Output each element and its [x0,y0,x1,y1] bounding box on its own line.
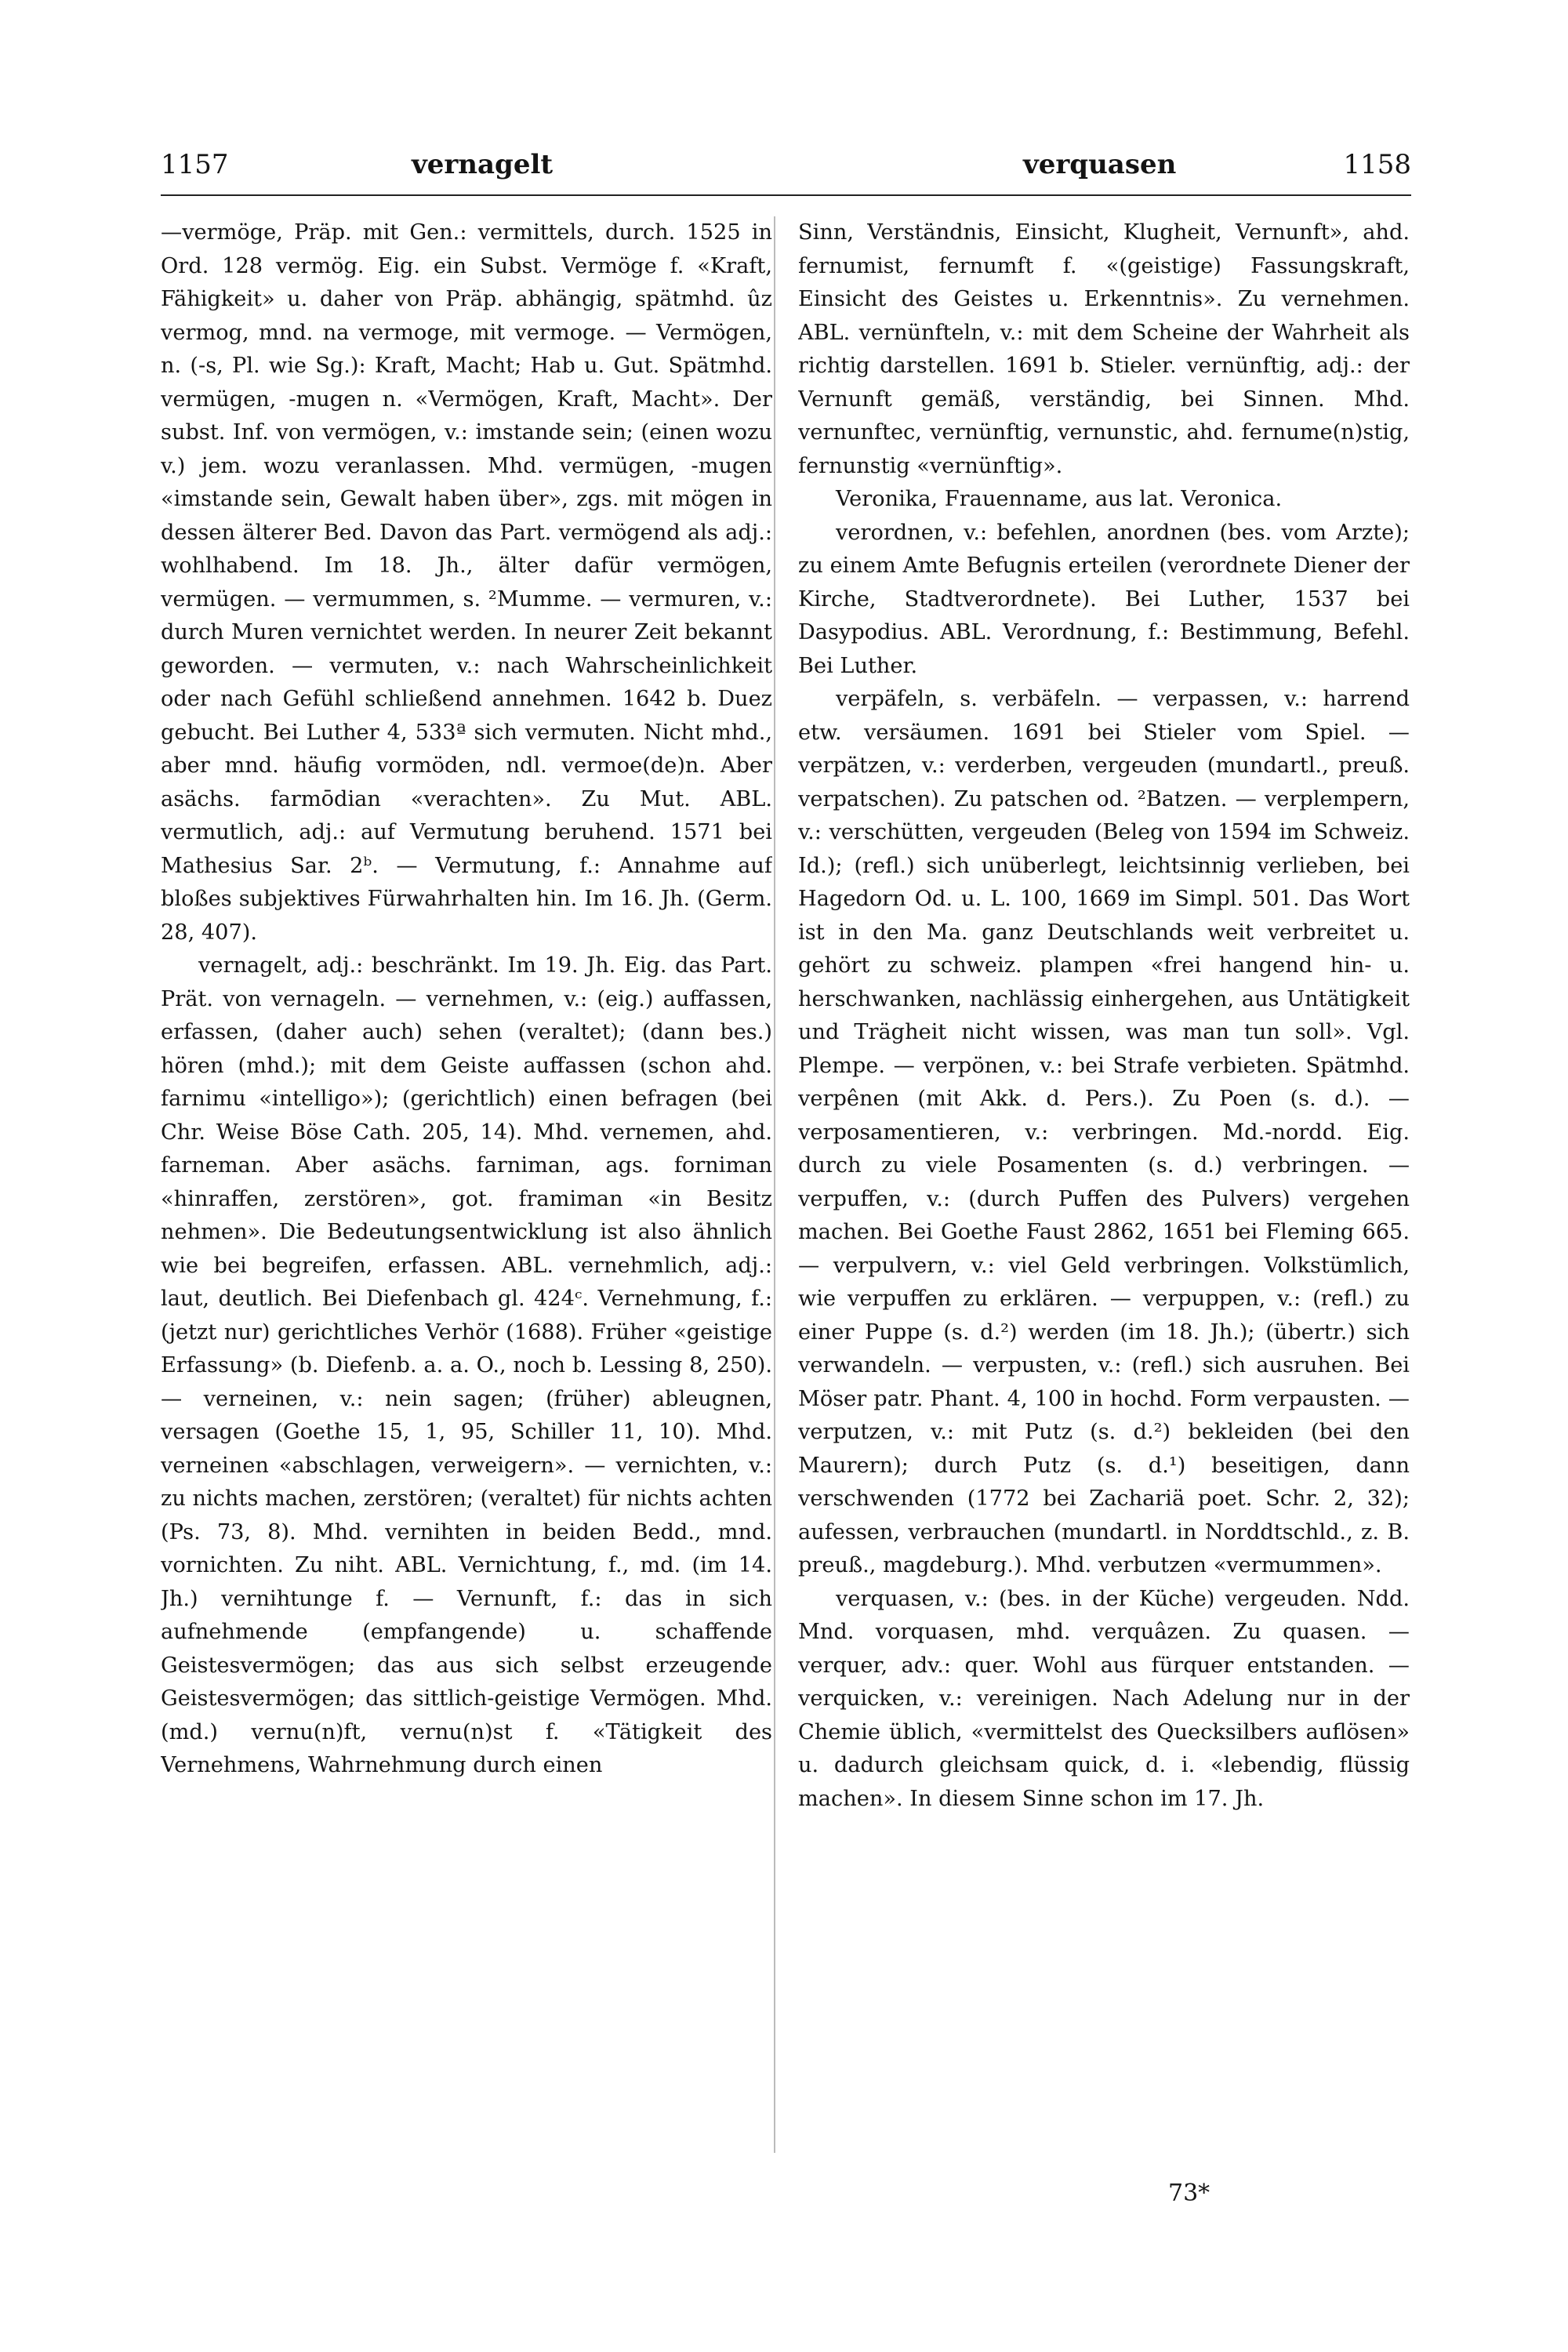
left-page-number: 1157 [161,149,229,180]
left-column [161,216,772,2153]
right-page-number: 1158 [1343,149,1411,180]
entry-vernagelt: vernagelt, adj.: beschränkt. Im 19. Jh. Eig. das Part. Prät. von vernageln. — vernehmen, v.: (eig.) auffassen, erfassen, (daher auch) sehen (veraltet); (dann bes.) hören (mhd.); mit dem Geiste auffassen (schon ahd. farnimu «intelligo»); (gerichtlich) einen befragen (bei Chr. Weise Böse Cath. 205, 14). Mhd. vernemen, ahd. farneman. Aber asächs. farniman, ags. forniman «hinraffen, zerstören», got. framiman «in Besitz nehmen». Die Bedeutungsentwicklung ist also ähnlich wie bei begreifen, erfassen. ABL. vernehmlich, adj.: laut, deutlich. Bei Diefenbach gl. 424ᶜ. Vernehmung, f.: (jetzt nur) gerichtliches Verhör (1688). Früher «geistige Erfassung» (b. Diefenb. a. a. O., noch b. Lessing 8, 250). — verneinen, v.: nein sagen; (früher) ableugnen, versagen (Goethe 15, 1, 95, Schiller 11, 10). Mhd. verneinen «abschlagen, verweigern». — vernichten, v.: zu nichts machen, zerstören; (veraltet) für nichts achten (Ps. 73, 8). Mhd. vernihten in beiden Bedd., mnd. vornichten. Zu niht. ABL. Vernichtung, f., md. (im 14. Jh.) vernihtunge f. — Vernunft, f.: das in sich aufnehmende (empfangende) u. schaffende Geistesvermögen; das aus sich selbst erzeugende Geistesvermögen; das sittlich-geistige Vermögen. Mhd. (md.) vernu(n)ft, vernu(n)st f. «Tätigkeit des Vernehmens, Wahrnehmung durch einen [161,953,772,1777]
running-header [161,149,1411,198]
header-rule [161,194,1411,196]
right-guide-word: verquasen [1023,149,1177,180]
column-divider [774,216,775,2153]
entry-verquasen: verquasen, v.: (bes. in der Küche) vergeuden. Ndd. Mnd. vorquasen, mhd. verquâzen. Zu quasen. — verquer, adv.: quer. Wohl aus fürquer entstanden. — verquicken, v.: vereinigen. Nach Adelung nur in der Chemie üblich, «vermittelst des Quecksilbers auflösen» u. dadurch gleichsam quick, d. i. «lebendig, flüssig machen». In diesem Sinne schon im 17. Jh. [798,1586,1410,1811]
left-guide-word: vernagelt [412,149,554,180]
entry-vermoege: —vermöge, Präp. mit Gen.: vermittels, durch. 1525 in Ord. 128 vermög. Eig. ein Subst. Vermöge f. «Kraft, Fähigkeit» u. daher von Präp. abhängig, spätmhd. ûz vermog, mnd. na vermoge, mit vermoge. — Vermögen, n. (-s, Pl. wie Sg.): Kraft, Macht; Hab u. Gut. Spätmhd. vermügen, -mugen n. «Vermögen, Kraft, Macht». Der subst. Inf. von vermögen, v.: imstande sein; (einen wozu v.) jem. wozu veranlassen. Mhd. vermügen, -mugen «imstande sein, Gewalt haben über», zgs. mit mögen in dessen älterer Bed. Davon das Part. vermögend als adj.: wohlhabend. Im 18. Jh., älter dafür vermögen, vermügen. — vermummen, s. ²Mumme. — vermuren, v.: durch Muren vernichtet werden. In neurer Zeit bekannt geworden. — vermuten, v.: nach Wahrscheinlichkeit oder nach Gefühl schließend annehmen. 1642 b. Duez gebucht. Bei Luther 4, 533ª sich vermuten. Nicht mhd., aber mnd. häufig vormöden, ndl. vermoe(de)n. Aber asächs. farmōdian «verachten». Zu Mut. ABL. vermutlich, adj.: auf Vermutung beruhend. 1571 bei Mathesius Sar. 2ᵇ. — Vermutung, f.: Annahme auf bloßes subjektives Fürwahrhalten hin. Im 16. Jh. (Germ. 28, 407). [161,220,772,945]
entry-veronika: Veronika, Frauenname, aus lat. Veronica. [836,487,1283,511]
entry-verpaefeln: verpäfeln, s. verbäfeln. — verpassen, v.: harrend etw. versäumen. 1691 bei Stieler vom Spiel. — verpätzen, v.: verderben, vergeuden (mundartl., preuß. verpatschen). Zu patschen od. ²Batzen. — verplempern, v.: verschütten, vergeuden (Beleg von 1594 im Schweiz. Id.); (refl.) sich unüberlegt, leichtsinnig verlieben, bei Hagedorn Od. u. L. 100, 1669 im Simpl. 501. Das Wort ist in den Ma. ganz Deutschlands weit verbreitet u. gehört zu schweiz. plampen «frei hangend hin- u. herschwanken, nachlässig einhergehen, aus Untätigkeit und Trägheit nicht wissen, was man tun soll». Vgl. Plempe. — verpönen, v.: bei Strafe verbieten. Spätmhd. verpênen (mit Akk. d. Pers.). Zu Poen (s. d.). — verposamentieren, v.: verbringen. Md.-nordd. Eig. durch zu viele Posamenten (s. d.) verbringen. — verpuffen, v.: (durch Puffen des Pulvers) vergehen machen. Bei Goethe Faust 2862, 1651 bei Fleming 665. — verpulvern, v.: viel Geld verbringen. Volkstümlich, wie verpuffen zu erklären. — verpuppen, v.: (refl.) zu einer Puppe (s. d.²) werden (im 18. Jh.); (übertr.) sich verwandeln. — verpusten, v.: (refl.) sich ausruhen. Bei Möser patr. Phant. 4, 100 in hochd. Form verpausten. — verputzen, v.: mit Putz (s. d.²) bekleiden (bei den Maurern); durch Putz (s. d.¹) beseitigen, dann verschwenden (1772 bei Zachariä poet. Schr. 2, 32); aufessen, verbrauchen (mundartl. in Norddtschld., z. B. preuß., magdeburg.). Mhd. verbutzen «vermummen». [798,687,1410,1577]
signature-mark: 73* [1168,2180,1210,2207]
entry-vernunft-cont: Sinn, Verständnis, Einsicht, Klugheit, Vernunft», ahd. fernumist, fernumft f. «(geistige) Fassungskraft, Einsicht des Geistes u. Erkenntnis». Zu vernehmen. ABL. vernünfteln, v.: mit dem Scheine der Wahrheit als richtig darstellen. 1691 b. Stieler. vernünftig, adj.: der Vernunft gemäß, verständig, bei Sinnen. Mhd. vernunftec, vernünftig, vernunstic, ahd. fernume(n)stig, fernunstig «vernünftig». [798,220,1410,478]
right-column [798,216,1410,2153]
entry-verordnen: verordnen, v.: befehlen, anordnen (bes. vom Arzte); zu einem Amte Befugnis erteilen (verordnete Diener der Kirche, Stadtverordnete). Bei Luther, 1537 bei Dasypodius. ABL. Verordnung, f.: Bestimmung, Befehl. Bei Luther. [798,520,1410,678]
